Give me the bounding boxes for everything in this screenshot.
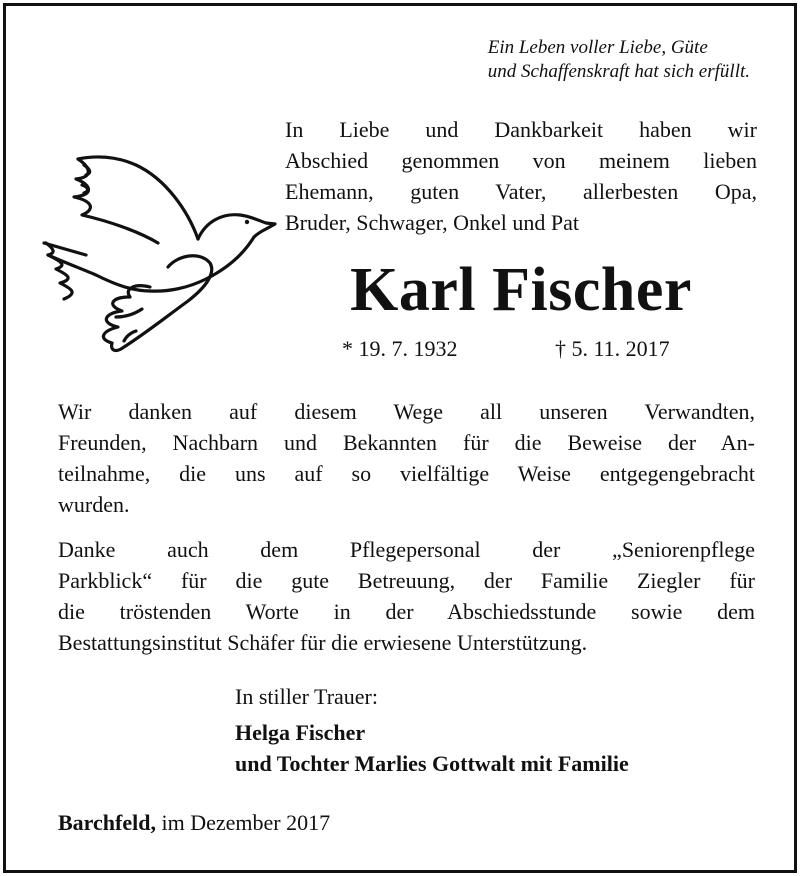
intro-line: Abschied genommen von meinem lieben xyxy=(285,148,757,173)
death-date: † 5. 11. 2017 xyxy=(555,336,670,361)
place-town: Barchfeld, xyxy=(58,810,156,835)
paragraph-line: wurden. xyxy=(58,492,130,517)
paragraph-line: Wir danken auf diesem Wege all unseren Verwandten, xyxy=(58,399,755,424)
thanks-paragraph-2 xyxy=(58,534,755,658)
signer-2: und Tochter Marlies Gottwalt mit Familie xyxy=(235,751,629,776)
intro-line: Bruder, Schwager, Onkel und Pat xyxy=(285,210,579,235)
intro-line: In Liebe und Dankbarkeit haben wir xyxy=(285,117,757,142)
thanks-paragraph-1 xyxy=(58,396,755,520)
intro-text xyxy=(285,114,757,238)
place-date-text: im Dezember 2017 xyxy=(161,810,331,835)
deceased-name: Karl Fischer xyxy=(350,256,692,324)
motto-line-2: und Schaffenskraft hat sich erfüllt. xyxy=(487,61,750,82)
paragraph-line: Freunden, Nachbarn und Bekannten für die Beweise der An- xyxy=(58,430,755,455)
paragraph-line: die tröstenden Worte in der Abschiedsstunde sowie dem xyxy=(58,599,755,624)
dove-icon xyxy=(38,151,278,361)
birth-date: * 19. 7. 1932 xyxy=(342,336,458,361)
motto xyxy=(488,36,750,84)
paragraph-line: Danke auch dem Pflegepersonal der „Seniorenpflege xyxy=(58,537,755,562)
paragraph-line: Parkblick“ für die gute Betreuung, der Familie Ziegler für xyxy=(58,568,755,593)
paragraph-line: teilnahme, die uns auf so vielfältige Weise entgegengebracht xyxy=(58,461,755,486)
mourning-label: In stiller Trauer: xyxy=(235,684,378,709)
paragraph-line: Bestattungsinstitut Schäfer für die erwiesene Unterstützung. xyxy=(58,630,588,655)
signers xyxy=(235,717,629,779)
obituary-frame xyxy=(3,3,797,873)
signer-1: Helga Fischer xyxy=(235,720,366,745)
intro-line: Ehemann, guten Vater, allerbesten Opa, xyxy=(285,179,757,204)
motto-line-1: Ein Leben voller Liebe, Güte xyxy=(487,37,708,58)
place-date xyxy=(58,808,330,838)
